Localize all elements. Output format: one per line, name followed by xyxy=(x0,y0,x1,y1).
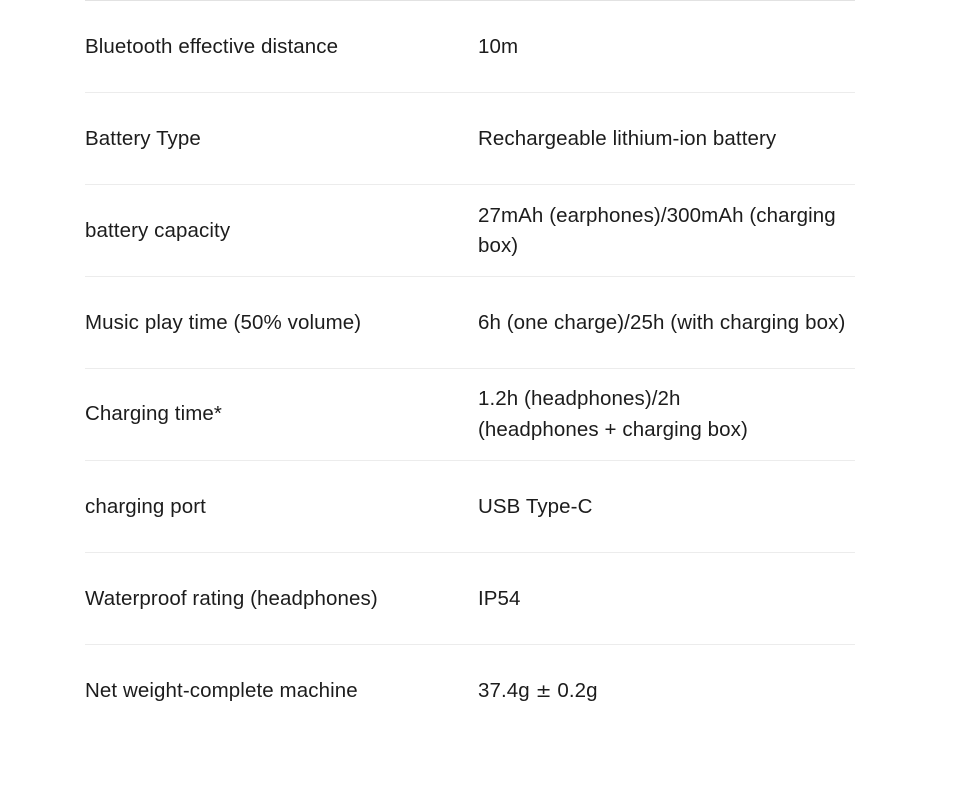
spec-value-line-1: 1.2h (headphones)/2h xyxy=(477,387,681,411)
spec-value-line-2: (headphones + charging box) xyxy=(477,417,748,441)
spec-label: Charging time* xyxy=(85,369,478,461)
table-row xyxy=(85,185,855,277)
spec-value: 27mAh (earphones)/300mAh (charging box) xyxy=(478,185,855,277)
table-row xyxy=(85,461,855,553)
table-row xyxy=(85,93,855,185)
spec-value: IP54 xyxy=(478,553,855,645)
table-row xyxy=(85,369,855,461)
spec-value xyxy=(478,645,855,737)
spec-value: Rechargeable lithium-ion battery xyxy=(478,93,855,185)
table-row xyxy=(85,553,855,645)
spec-label: charging port xyxy=(85,461,478,553)
spec-value: 6h (one charge)/25h (with charging box) xyxy=(478,277,855,369)
spec-label: Battery Type xyxy=(85,93,478,185)
spec-label: Music play time (50% volume) xyxy=(85,277,478,369)
plus-minus-symbol: ± xyxy=(535,680,552,703)
spec-value-tolerance: 0.2g xyxy=(551,679,598,703)
spec-value: 10m xyxy=(478,1,855,93)
spec-value xyxy=(478,369,855,461)
spec-label: Waterproof rating (headphones) xyxy=(85,553,478,645)
table-row xyxy=(85,277,855,369)
spec-label: Bluetooth effective distance xyxy=(85,1,478,93)
table-row xyxy=(85,1,855,93)
specification-table xyxy=(85,0,855,737)
spec-label: Net weight-complete machine xyxy=(85,645,478,737)
table-row xyxy=(85,645,855,737)
spec-label: battery capacity xyxy=(85,185,478,277)
spec-value-weight: 37.4g xyxy=(477,679,536,703)
spec-value: USB Type-C xyxy=(478,461,855,553)
